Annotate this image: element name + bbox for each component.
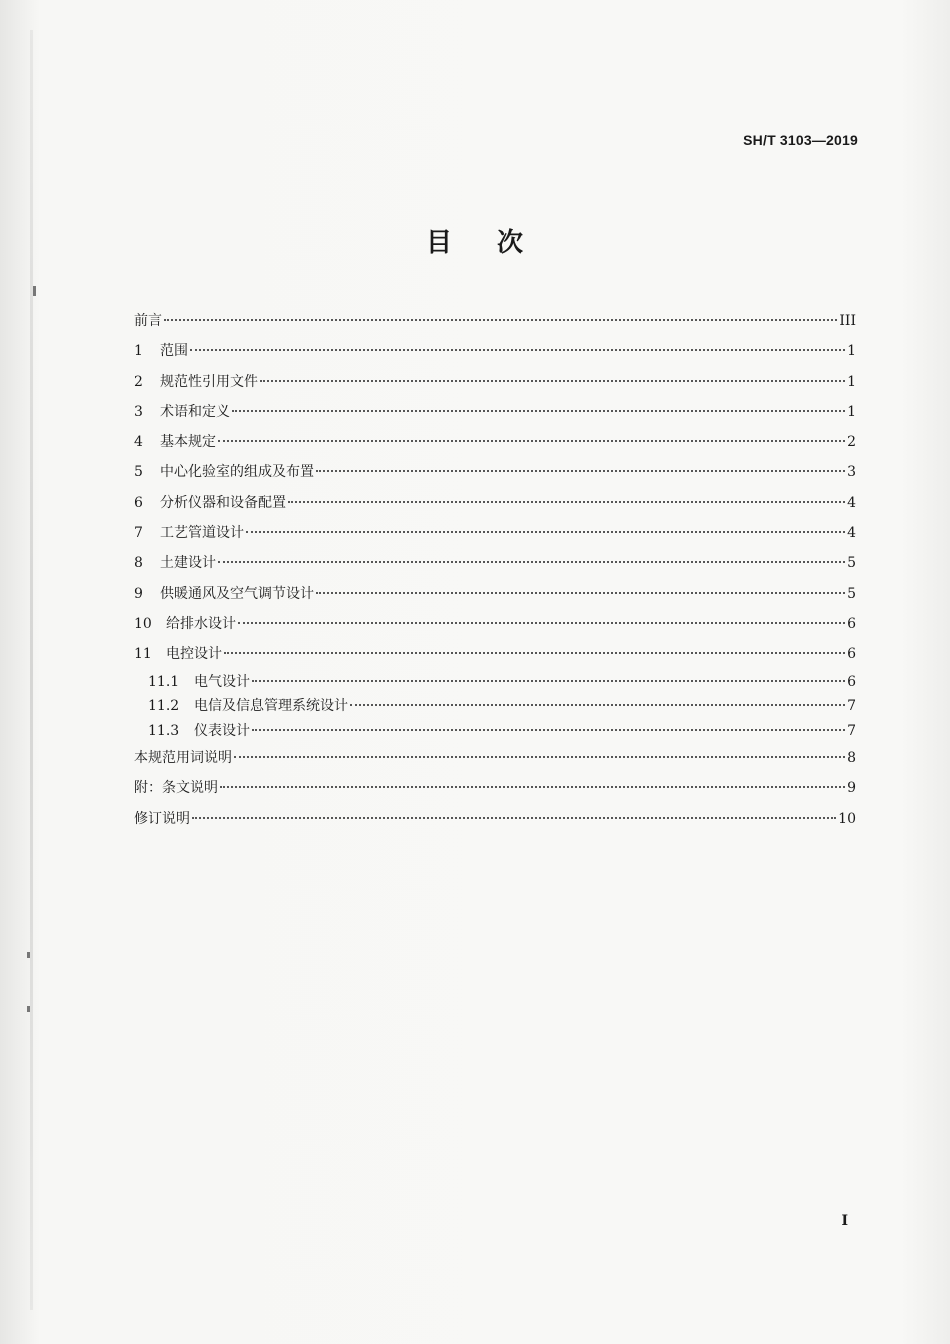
scan-mark	[27, 1006, 30, 1012]
toc-entry-label: 分析仪器和设备配置	[160, 494, 286, 511]
toc-entry[interactable]	[134, 457, 856, 487]
toc-entry-label: 土建设计	[160, 555, 216, 572]
toc-entry-number: 11	[134, 646, 152, 663]
toc-entry-label: 给排水设计	[166, 615, 236, 632]
toc-entry[interactable]	[134, 719, 856, 744]
toc-entry-label: 工艺管道设计	[160, 525, 244, 542]
toc-leader-dots	[224, 652, 845, 654]
toc-entry-page: 6	[847, 673, 856, 690]
toc-entry-page: 4	[847, 525, 856, 542]
toc-entry-number: 2	[134, 373, 143, 390]
toc-entry-label: 术语和定义	[160, 403, 230, 420]
scan-mark	[33, 286, 36, 296]
toc-entry[interactable]	[134, 367, 856, 397]
toc-entry[interactable]	[134, 488, 856, 518]
toc-entry-label: 规范性引用文件	[160, 373, 258, 390]
toc-leader-dots	[234, 756, 845, 758]
toc-entry-number: 9	[134, 585, 143, 602]
toc-entry-page: 2	[847, 434, 856, 451]
toc-leader-dots	[218, 561, 845, 563]
toc-leader-dots	[288, 501, 845, 503]
toc-entry-page: 7	[847, 722, 856, 739]
toc-entry-page: 3	[847, 464, 856, 481]
toc-entry-label: 仪表设计	[194, 722, 250, 739]
toc-entry-page: 1	[847, 343, 856, 360]
toc-entry[interactable]	[134, 639, 856, 669]
table-of-contents	[134, 306, 856, 834]
toc-entry-number: 10	[134, 615, 152, 632]
toc-entry-page: 5	[847, 585, 856, 602]
toc-entry-label: 附：条文说明	[134, 780, 218, 797]
toc-entry[interactable]	[134, 336, 856, 366]
toc-entry-label: 电信及信息管理系统设计	[194, 698, 348, 715]
toc-leader-dots	[192, 817, 836, 819]
toc-entry-page: 6	[847, 615, 856, 632]
toc-leader-dots	[350, 704, 845, 706]
toc-entry-label: 修订说明	[134, 810, 190, 827]
scan-mark	[27, 952, 30, 958]
toc-leader-dots	[238, 622, 845, 624]
toc-entry-number: 11.3	[148, 722, 180, 739]
toc-entry-page: 9	[847, 780, 856, 797]
toc-entry-page: 1	[847, 373, 856, 390]
page-number: I	[841, 1213, 848, 1229]
toc-leader-dots	[246, 531, 845, 533]
toc-entry-page: III	[839, 313, 856, 329]
toc-title-char-1: 目	[425, 228, 453, 258]
toc-entry-page: 10	[838, 810, 856, 827]
toc-entry-number: 6	[134, 494, 143, 511]
toc-entry-page: 8	[847, 750, 856, 767]
toc-entry[interactable]	[134, 773, 856, 803]
toc-entry-label: 电气设计	[194, 673, 250, 690]
toc-entry[interactable]	[134, 804, 856, 834]
toc-entry-number: 1	[134, 343, 143, 360]
toc-entry-label: 前言	[134, 313, 162, 329]
toc-leader-dots	[316, 470, 845, 472]
toc-entry[interactable]	[134, 670, 856, 695]
toc-entry-label: 范围	[160, 343, 188, 360]
toc-entry[interactable]	[134, 579, 856, 609]
standard-number: SH/T 3103—2019	[743, 132, 858, 148]
toc-leader-dots	[218, 440, 845, 442]
toc-entry-label: 电控设计	[166, 646, 222, 663]
toc-leader-dots	[220, 786, 845, 788]
toc-entry-label: 基本规定	[160, 434, 216, 451]
toc-entry-number: 7	[134, 525, 143, 542]
toc-entry-label: 本规范用词说明	[134, 750, 232, 767]
toc-entry-number: 3	[134, 403, 143, 420]
toc-entry-page: 5	[847, 555, 856, 572]
toc-leader-dots	[232, 410, 845, 412]
toc-entry-number: 11.1	[148, 673, 180, 690]
toc-entry[interactable]	[134, 694, 856, 719]
toc-leader-dots	[164, 319, 837, 321]
toc-entry-number: 4	[134, 434, 143, 451]
toc-entry[interactable]	[134, 548, 856, 578]
toc-leader-dots	[252, 680, 845, 682]
toc-leader-dots	[190, 349, 845, 351]
toc-title-char-2: 次	[497, 228, 525, 258]
toc-entry-number: 8	[134, 555, 143, 572]
toc-entry[interactable]	[134, 609, 856, 639]
toc-entry-number: 11.2	[148, 698, 180, 715]
toc-title	[0, 222, 950, 259]
toc-entry-page: 6	[847, 646, 856, 663]
toc-leader-dots	[252, 729, 845, 731]
toc-entry[interactable]	[134, 743, 856, 773]
toc-entry-page: 1	[847, 403, 856, 420]
toc-entry-label: 中心化验室的组成及布置	[160, 464, 314, 481]
toc-entry-label: 供暖通风及空气调节设计	[160, 585, 314, 602]
toc-entry[interactable]	[134, 397, 856, 427]
toc-entry[interactable]	[134, 306, 856, 336]
toc-leader-dots	[260, 380, 845, 382]
toc-entry-number: 5	[134, 464, 143, 481]
toc-leader-dots	[316, 592, 845, 594]
toc-entry-page: 4	[847, 494, 856, 511]
toc-entry[interactable]	[134, 427, 856, 457]
toc-entry[interactable]	[134, 518, 856, 548]
toc-entry-page: 7	[847, 698, 856, 715]
